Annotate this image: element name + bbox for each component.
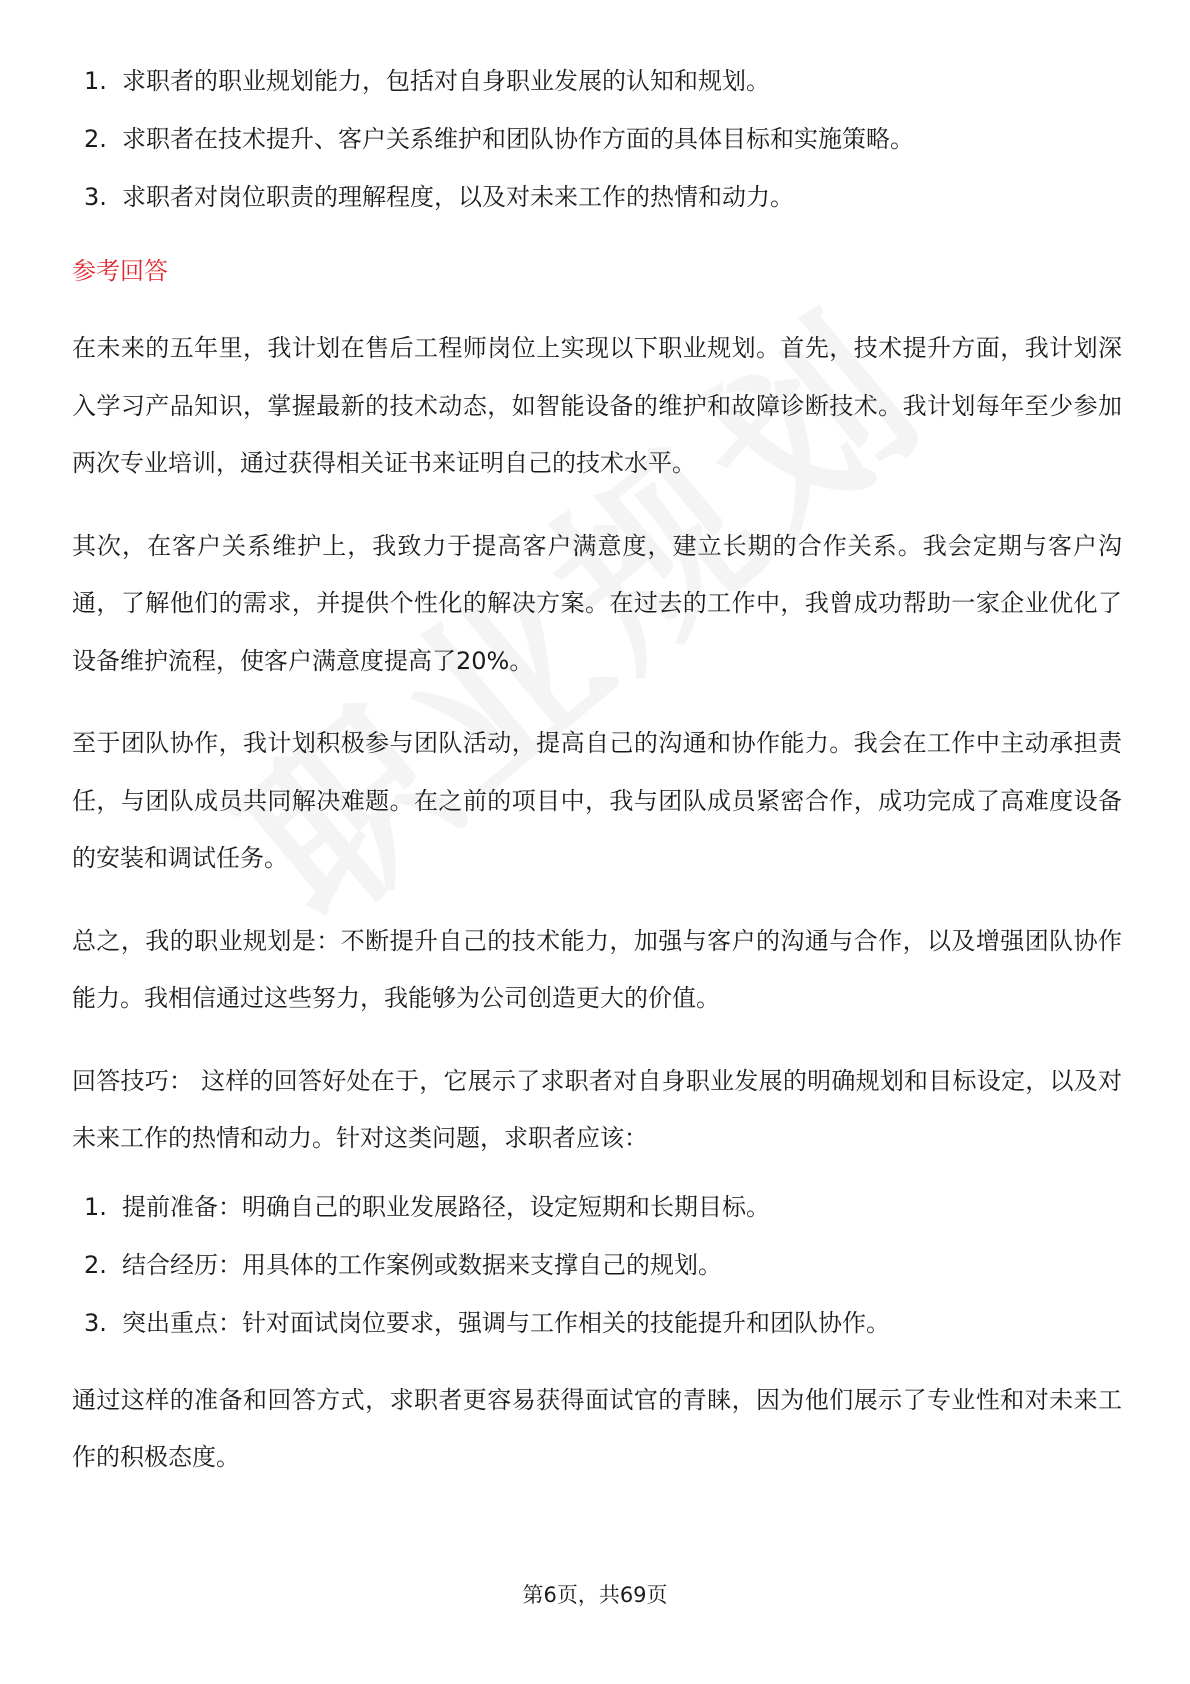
list-text: 结合经历：用具体的工作案例或数据来支撑自己的规划。 [122, 1250, 722, 1279]
section-title: 参考回答 [72, 257, 168, 285]
list-text: 求职者的职业规划能力，包括对自身职业发展的认知和规划。 [122, 67, 770, 95]
answer-tips-paragraph: 回答技巧： 这样的回答好处在于，它展示了求职者对自身职业发展的明确规划和目标设定，以及对未来工作的热情和动力。针对这类问题，求职者应该： [72, 1066, 1122, 1152]
list-number: 1. [84, 1192, 107, 1221]
list-number: 3. [84, 183, 107, 211]
list-item [72, 178, 1122, 216]
list-number: 2. [84, 1250, 107, 1279]
list-number: 1. [84, 67, 107, 95]
paragraph: 在未来的五年里，我计划在售后工程师岗位上实现以下职业规划。首先，技术提升方面，我计划深入学习产品知识，掌握最新的技术动态，如智能设备的维护和故障诊断技术。我计划每年至少参加两次专业培训，通过获得相关证书来证明自己的技术水平。 [72, 334, 1122, 477]
intro-list [72, 62, 1122, 216]
list-text: 求职者在技术提升、客户关系维护和团队协作方面的具体目标和实施策略。 [122, 125, 914, 153]
tips-list [72, 1188, 1122, 1342]
paragraph: 其次，在客户关系维护上，我致力于提高客户满意度，建立长期的合作关系。我会定期与客户沟通，了解他们的需求，并提供个性化的解决方案。在过去的工作中，我曾成功帮助一家企业优化了设备维护流程，使客户满意度提高了20%。 [72, 531, 1122, 675]
list-item [72, 1246, 1122, 1304]
list-number: 3. [84, 1308, 107, 1337]
page-number: 第6页，共69页 [522, 1583, 668, 1607]
paragraph: 至于团队协作，我计划积极参与团队活动，提高自己的沟通和协作能力。我会在工作中主动承担责任，与团队成员共同解决难题。在之前的项目中，我与团队成员紧密合作，成功完成了高难度设备的安装和调试任务。 [72, 729, 1122, 872]
paragraph: 总之，我的职业规划是：不断提升自己的技术能力，加强与客户的沟通与合作，以及增强团队协作能力。我相信通过这些努力，我能够为公司创造更大的价值。 [72, 926, 1122, 1012]
list-item [72, 1188, 1122, 1246]
list-item [72, 1304, 1122, 1342]
list-item [72, 62, 1122, 120]
page-content [72, 62, 1122, 1512]
list-item [72, 120, 1122, 178]
closing-paragraph: 通过这样的准备和回答方式，求职者更容易获得面试官的青睐，因为他们展示了专业性和对未来工作的积极态度。 [72, 1385, 1122, 1471]
list-text: 求职者对岗位职责的理解程度，以及对未来工作的热情和动力。 [122, 183, 794, 211]
list-text: 提前准备：明确自己的职业发展路径，设定短期和长期目标。 [122, 1192, 770, 1221]
list-text: 突出重点：针对面试岗位要求，强调与工作相关的技能提升和团队协作。 [122, 1308, 890, 1337]
list-number: 2. [84, 125, 107, 153]
